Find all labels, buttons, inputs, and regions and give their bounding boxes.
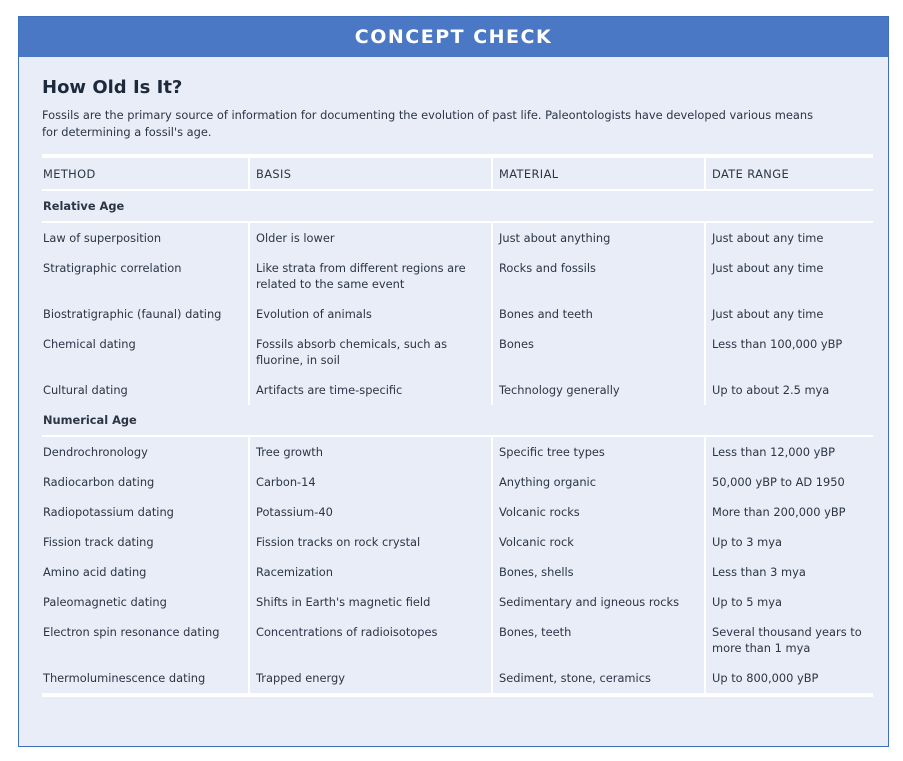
basis-cell: Tree growth <box>249 436 492 467</box>
table-row <box>42 375 873 405</box>
table-row <box>42 587 873 617</box>
date-range-cell: Less than 12,000 yBP <box>705 436 873 467</box>
date-range-cell: 50,000 yBP to AD 1950 <box>705 467 873 497</box>
table-row <box>42 299 873 329</box>
method-cell: Thermoluminescence dating <box>43 671 206 685</box>
basis-cell: Evolution of animals <box>249 299 492 329</box>
column-header-method: METHOD <box>42 156 249 190</box>
table-body <box>42 190 873 695</box>
table-row <box>42 557 873 587</box>
section-label: Relative Age <box>42 190 873 222</box>
material-cell: Volcanic rock <box>492 527 705 557</box>
date-range-cell: Up to 5 mya <box>705 587 873 617</box>
date-range-cell: Up to 3 mya <box>705 527 873 557</box>
material-cell: Bones and teeth <box>492 299 705 329</box>
method-cell: Cultural dating <box>43 383 128 397</box>
method-cell: Stratigraphic correlation <box>43 261 182 275</box>
date-range-cell: Several thousand years to more than 1 mya <box>705 617 873 663</box>
basis-cell: Artifacts are time-specific <box>249 375 492 405</box>
material-cell: Bones, teeth <box>492 617 705 663</box>
date-range-cell: Just about any time <box>705 299 873 329</box>
material-cell: Bones, shells <box>492 557 705 587</box>
basis-cell: Carbon-14 <box>249 467 492 497</box>
basis-cell: Like strata from different regions are related to the same event <box>249 253 492 299</box>
section-label: Numerical Age <box>42 405 873 436</box>
intro-paragraph: Fossils are the primary source of information for documenting the evolution of past life. Paleontologists have developed various means for determining a fossil's age. <box>42 108 814 139</box>
date-range-cell: Up to about 2.5 mya <box>705 375 873 405</box>
material-cell: Sediment, stone, ceramics <box>492 663 705 695</box>
material-cell: Just about anything <box>492 222 705 253</box>
column-header-material: MATERIAL <box>492 156 705 190</box>
material-cell: Anything organic <box>492 467 705 497</box>
method-cell: Amino acid dating <box>43 565 147 579</box>
method-cell: Radiocarbon dating <box>43 475 155 489</box>
table-row <box>42 222 873 253</box>
table-row <box>42 663 873 695</box>
section-row <box>42 190 873 222</box>
section-row <box>42 405 873 436</box>
date-range-cell: Up to 800,000 yBP <box>705 663 873 695</box>
material-cell: Technology generally <box>492 375 705 405</box>
concept-check-banner: CONCEPT CHECK <box>19 17 888 57</box>
table-row <box>42 436 873 467</box>
basis-cell: Trapped energy <box>249 663 492 695</box>
date-range-cell: Just about any time <box>705 253 873 299</box>
method-cell: Dendrochronology <box>43 445 148 459</box>
table-row <box>42 253 873 299</box>
material-cell: Specific tree types <box>492 436 705 467</box>
basis-cell: Potassium-40 <box>249 497 492 527</box>
material-cell: Bones <box>492 329 705 375</box>
material-cell: Volcanic rocks <box>492 497 705 527</box>
table-row <box>42 497 873 527</box>
concept-check-box <box>18 16 889 747</box>
table-header-row <box>42 156 873 190</box>
basis-cell: Concentrations of radioisotopes <box>249 617 492 663</box>
method-cell: Radiopotassium dating <box>43 505 174 519</box>
method-cell: Law of superposition <box>43 231 162 245</box>
table-row <box>42 329 873 375</box>
method-cell: Paleomagnetic dating <box>43 595 167 609</box>
column-header-basis: BASIS <box>249 156 492 190</box>
method-cell: Biostratigraphic (faunal) dating <box>43 307 222 321</box>
dating-methods-table <box>42 154 873 697</box>
basis-cell: Fission tracks on rock crystal <box>249 527 492 557</box>
basis-cell: Fossils absorb chemicals, such as fluorine, in soil <box>249 329 492 375</box>
table-row <box>42 467 873 497</box>
table-row <box>42 617 873 663</box>
date-range-cell: Less than 100,000 yBP <box>705 329 873 375</box>
table-row <box>42 527 873 557</box>
date-range-cell: Less than 3 mya <box>705 557 873 587</box>
material-cell: Sedimentary and igneous rocks <box>492 587 705 617</box>
basis-cell: Shifts in Earth's magnetic field <box>249 587 492 617</box>
page-title: How Old Is It? <box>42 77 183 98</box>
material-cell: Rocks and fossils <box>492 253 705 299</box>
method-cell: Electron spin resonance dating <box>43 625 220 639</box>
basis-cell: Racemization <box>249 557 492 587</box>
date-range-cell: More than 200,000 yBP <box>705 497 873 527</box>
basis-cell: Older is lower <box>249 222 492 253</box>
method-cell: Chemical dating <box>43 337 136 351</box>
column-header-date-range: DATE RANGE <box>705 156 873 190</box>
date-range-cell: Just about any time <box>705 222 873 253</box>
method-cell: Fission track dating <box>43 535 154 549</box>
